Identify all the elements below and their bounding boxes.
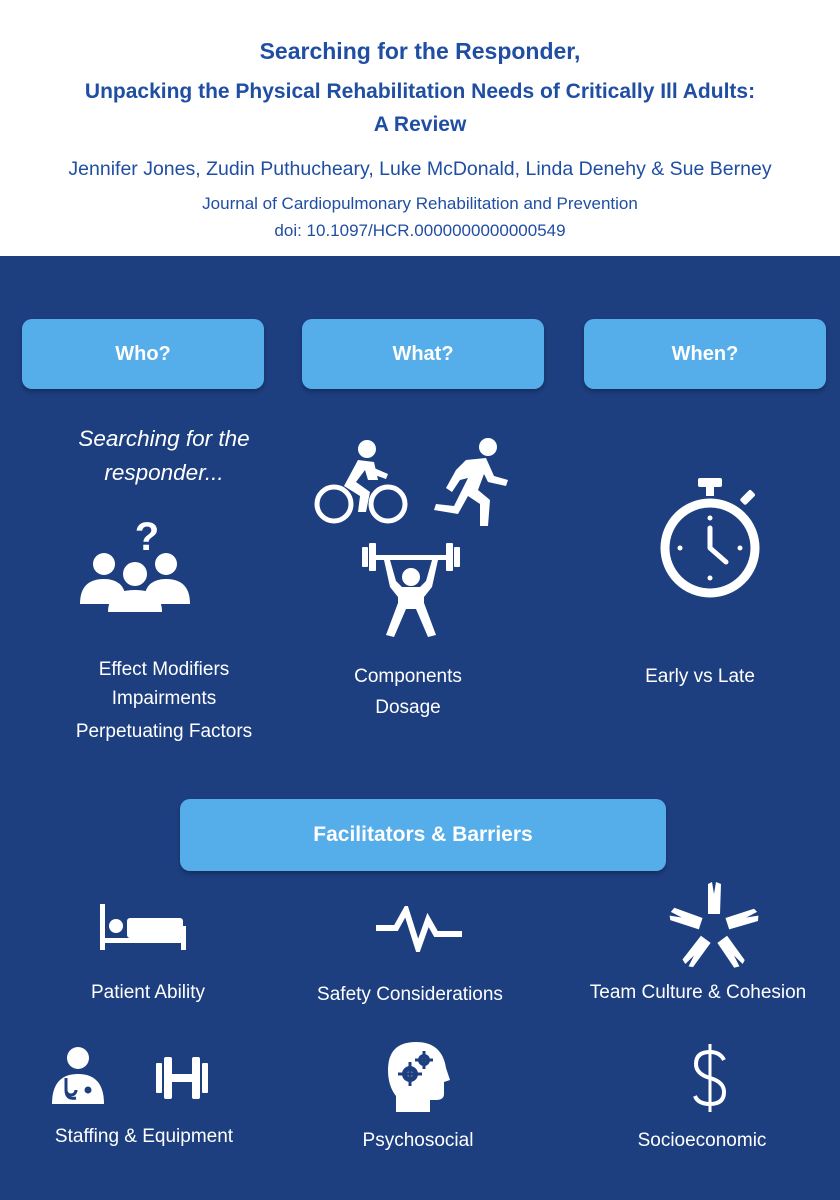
staffing-equipment-label: Staffing & Equipment	[54, 1126, 234, 1147]
hospital-bed-icon	[100, 904, 186, 950]
when-line-1: Early vs Late	[645, 666, 755, 687]
authors: Jennifer Jones, Zudin Puthucheary, Luke McDonald, Linda Denehy & Sue Berney	[68, 158, 772, 180]
team-hands-icon	[668, 882, 760, 974]
who-line-1: Effect Modifiers	[98, 659, 230, 680]
title-line-1: Searching for the Responder,	[259, 38, 581, 64]
when-heading: When?	[584, 319, 826, 389]
psychosocial-label: Psychosocial	[362, 1130, 474, 1151]
who-subtitle-line-1: Searching for the	[78, 426, 250, 451]
group-question-icon	[76, 512, 194, 612]
patient-ability-label: Patient Ability	[90, 982, 206, 1003]
header	[0, 0, 840, 256]
socioeconomic-label: Socioeconomic	[637, 1130, 767, 1151]
head-gears-icon	[386, 1040, 450, 1112]
title-line-2: Unpacking the Physical Rehabilitation Needs of Critically Ill Adults:	[84, 80, 756, 103]
what-heading: What?	[302, 319, 544, 389]
svg-text:?: ?	[134, 515, 160, 559]
heartbeat-icon	[374, 906, 464, 952]
who-subtitle-line-2: responder...	[104, 460, 224, 485]
running-icon	[430, 436, 514, 528]
cycling-icon	[312, 436, 412, 528]
doctor-dumbbell-icon	[50, 1046, 210, 1104]
journal-name: Journal of Cardiopulmonary Rehabilitation and Prevention	[202, 194, 638, 213]
doi: doi: 10.1097/HCR.0000000000000549	[274, 221, 566, 240]
safety-considerations-label: Safety Considerations	[317, 984, 503, 1005]
dollar-icon	[690, 1042, 730, 1114]
weightlifting-icon	[362, 541, 460, 639]
infographic-panel	[0, 256, 840, 1200]
who-line-3: Perpetuating Factors	[75, 721, 253, 742]
title-line-3: A Review	[373, 113, 467, 136]
what-line-1: Components	[354, 666, 462, 687]
team-culture-label: Team Culture & Cohesion	[589, 982, 807, 1003]
who-line-2: Impairments	[111, 688, 217, 709]
what-line-2: Dosage	[375, 697, 441, 718]
facilitators-heading: Facilitators & Barriers	[180, 799, 666, 871]
who-heading: Who?	[22, 319, 264, 389]
stopwatch-icon	[654, 476, 766, 600]
